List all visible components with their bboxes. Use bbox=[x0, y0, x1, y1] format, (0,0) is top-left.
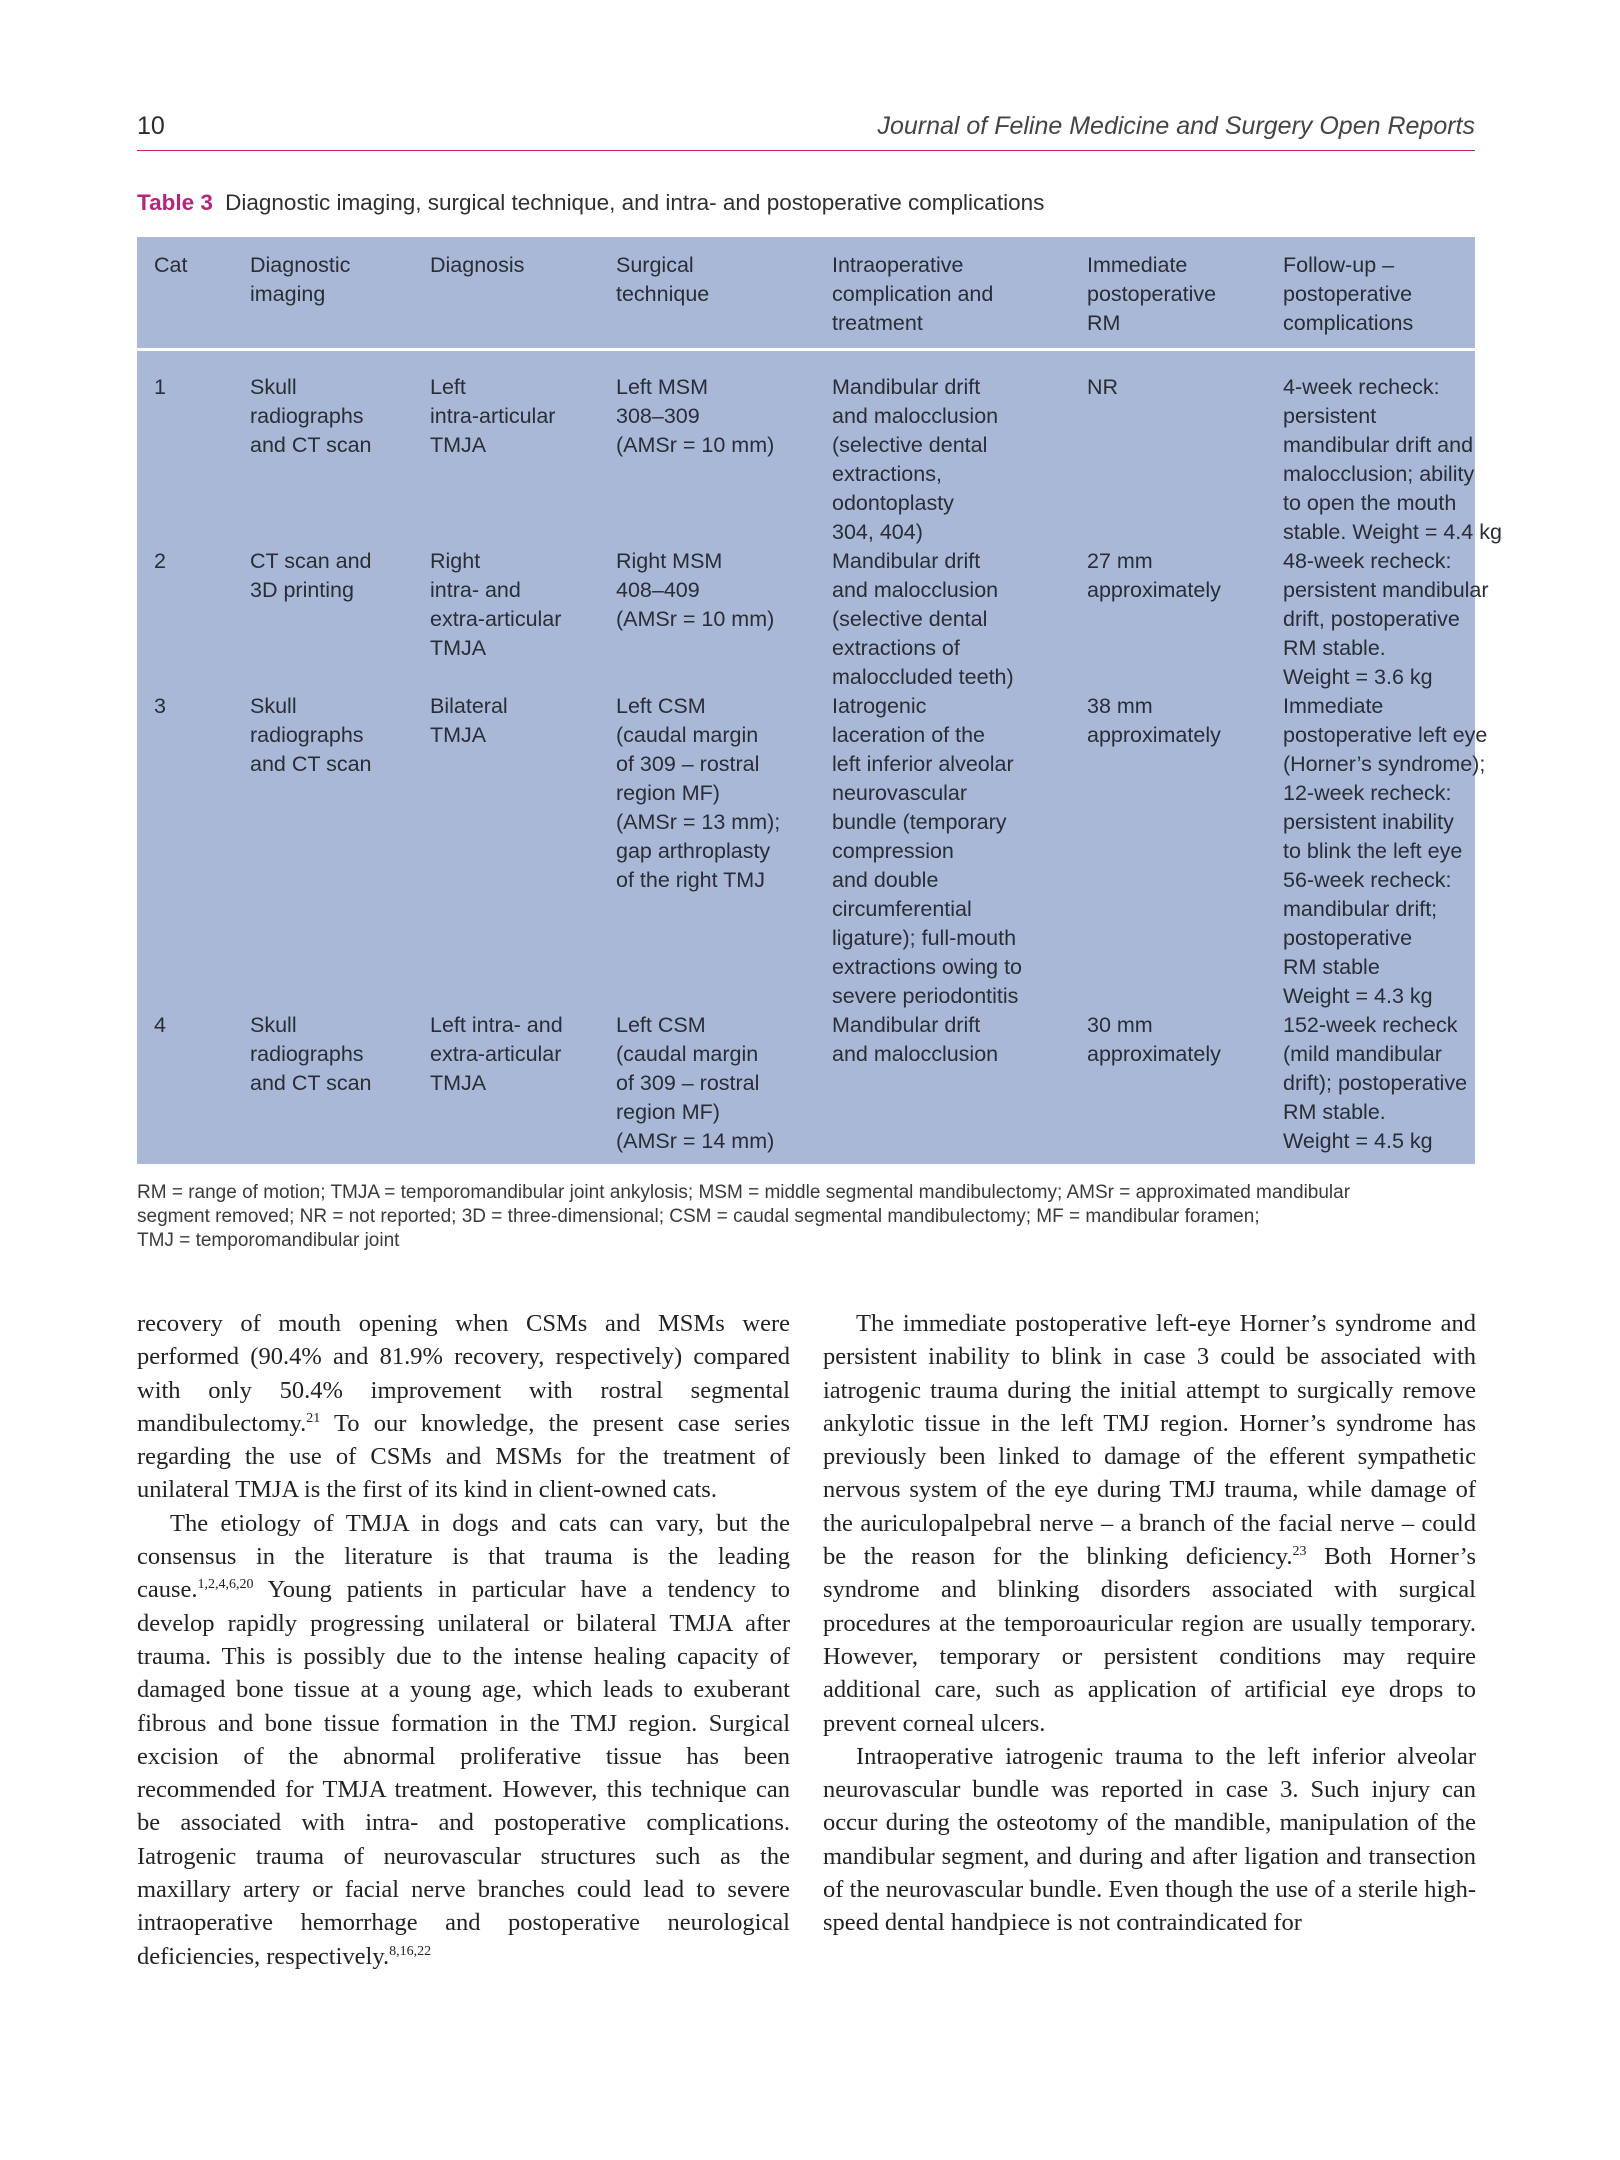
citation-ref: 1,2,4,6,20 bbox=[197, 1577, 254, 1593]
citation-ref: 23 bbox=[1292, 1543, 1307, 1559]
paragraph bbox=[137, 1307, 790, 1507]
table-row bbox=[137, 547, 1548, 692]
column-header-followup: Follow-up – postoperative complications bbox=[1283, 253, 1414, 335]
body-column-left bbox=[137, 1307, 790, 1973]
column-header-cat: Cat bbox=[154, 253, 188, 277]
citation-ref: 21 bbox=[306, 1410, 321, 1426]
cell-technique: Left CSM (caudal margin of 309 – rostral region MF) (AMSr = 13 mm); gap arthroplasty of the right TMJ bbox=[616, 694, 781, 892]
cell-intraop: Mandibular drift and malocclusion (selective dental extractions of maloccluded teeth) bbox=[832, 549, 1014, 689]
cell-intraop: Mandibular drift and malocclusion bbox=[832, 1013, 999, 1066]
cell-rm: NR bbox=[1087, 375, 1119, 399]
cell-cat: 1 bbox=[154, 375, 166, 399]
paragraph-text: The immediate postoperative left-eye Horner’s syndrome and persistent inability to blink in case 3 could be associated with iatrogenic trauma during the initial attempt to surgically remove ankylotic tissue in the left TMJ region. Horner’s syndrome has previously been linked to damage of the efferent sympathetic nervous system of the eye during TMJ trauma, while damage of the auriculopalpebral nerve – a branch of the facial nerve – could be the reason for the blinking deficiency. bbox=[823, 1310, 1476, 1571]
cell-followup: 152-week recheck (mild mandibular drift); postoperative RM stable. Weight = 4.5 kg bbox=[1283, 1013, 1468, 1153]
cell-followup: 48-week recheck: persistent mandibular drift, postoperative RM stable. Weight = 3.6 kg bbox=[1283, 549, 1489, 689]
cell-diagnosis: Left intra-articular TMJA bbox=[430, 375, 556, 457]
body-column-right bbox=[823, 1307, 1476, 1940]
cell-cat: 3 bbox=[154, 694, 166, 718]
paragraph-text: The etiology of TMJA in dogs and cats can vary, but the consensus in the literature is that trauma is the leading cause. bbox=[137, 1509, 790, 1604]
paragraph-text: Both Horner’s syndrome and blinking disorders associated with surgical procedures at the temporoauricular region are usually temporary. However, temporary or persistent conditions may require additional care, such as application of artificial eye drops to prevent corneal ulcers. bbox=[823, 1543, 1476, 1737]
paragraph-text: recovery of mouth opening when CSMs and MSMs were performed (90.4% and 81.9% recovery, respectively) compared with only 50.4% improvement with rostral segmental mandibulectomy. bbox=[137, 1310, 790, 1437]
running-header bbox=[137, 110, 1475, 151]
table-caption bbox=[137, 190, 1475, 216]
cell-diagnosis: Right intra- and extra-articular TMJA bbox=[430, 549, 562, 660]
cell-rm: 27 mm approximately bbox=[1087, 549, 1221, 602]
paragraph-text: Intraoperative iatrogenic trauma to the left inferior alveolar neurovascular bundle was reported in case 3. Such injury can occur during the osteotomy of the mandible, manipulation of the mandibular segment, and during and after ligation and transection of the neurovascular bundle. Even though the use of a sterile high-speed dental handpiece is not contraindicated for bbox=[823, 1742, 1476, 1937]
cell-cat: 2 bbox=[154, 549, 166, 573]
cell-intraop: Iatrogenic laceration of the left inferior alveolar neurovascular bundle (temporary compression and double circumferential ligature); full-mouth extractions owing to severe periodontitis bbox=[832, 694, 1023, 1008]
cell-technique: Left MSM 308–309 (AMSr = 10 mm) bbox=[616, 375, 775, 457]
cell-diagnosis: Left intra- and extra-articular TMJA bbox=[430, 1013, 563, 1095]
complications-table bbox=[137, 237, 1548, 1156]
table-caption-label: Table 3 bbox=[137, 190, 213, 215]
paragraph bbox=[823, 1307, 1476, 1740]
table-row bbox=[137, 350, 1548, 548]
cell-imaging: CT scan and 3D printing bbox=[250, 549, 372, 602]
table-header-row bbox=[137, 237, 1548, 350]
table-footnote: RM = range of motion; TMJA = temporomandibular joint ankylosis; MSM = middle segmental mandibulectomy; AMSr = approximated mandibular segment removed; NR = not reported; 3D = three-dimensional; CSM = caudal segmental mandibulectomy; MF = mandibular foramen; TMJ = temporomandibular joint bbox=[137, 1182, 1351, 1251]
table-row bbox=[137, 692, 1548, 1011]
cell-followup: 4-week recheck: persistent mandibular drift and malocclusion; ability to open the mouth stable. Weight = 4.4 kg bbox=[1283, 375, 1502, 544]
cell-diagnosis: Bilateral TMJA bbox=[430, 694, 508, 747]
cell-intraop: Mandibular drift and malocclusion (selective dental extractions, odontoplasty 304, 404) bbox=[832, 375, 999, 544]
cell-technique: Right MSM 408–409 (AMSr = 10 mm) bbox=[616, 549, 775, 631]
paragraph-text: To our knowledge, the present case series regarding the use of CSMs and MSMs for the treatment of unilateral TMJA is the first of its kind in client-owned cats. bbox=[137, 1409, 790, 1504]
page-number: 10 bbox=[137, 112, 165, 140]
table-3 bbox=[137, 237, 1502, 1164]
paragraph bbox=[137, 1507, 790, 1973]
cell-followup: Immediate postoperative left eye (Horner’s syndrome); 12-week recheck: persistent inability to blink the left eye 56-week recheck: mandibular drift; postoperative RM stable Weight = 4.3 kg bbox=[1283, 694, 1488, 1008]
cell-rm: 38 mm approximately bbox=[1087, 694, 1221, 747]
cell-rm: 30 mm approximately bbox=[1087, 1013, 1221, 1066]
cell-imaging: Skull radiographs and CT scan bbox=[250, 375, 372, 457]
column-header-intraop: Intraoperative complication and treatment bbox=[832, 253, 994, 335]
citation-ref: 8,16,22 bbox=[389, 1943, 432, 1959]
cell-imaging: Skull radiographs and CT scan bbox=[250, 694, 372, 776]
journal-title: Journal of Feline Medicine and Surgery Open Reports bbox=[877, 112, 1475, 140]
cell-technique: Left CSM (caudal margin of 309 – rostral region MF) (AMSr = 14 mm) bbox=[616, 1013, 775, 1153]
cell-cat: 4 bbox=[154, 1013, 166, 1037]
column-header-technique: Surgical technique bbox=[616, 253, 710, 306]
column-header-diagnosis: Diagnosis bbox=[430, 253, 525, 277]
column-header-rm: Immediate postoperative RM bbox=[1087, 253, 1217, 335]
table-row bbox=[137, 1011, 1548, 1156]
table-caption-text: Diagnostic imaging, surgical technique, and intra- and postoperative complications bbox=[225, 190, 1045, 215]
paragraph-text: Young patients in particular have a tendency to develop rapidly progressing unilateral or bilateral TMJA after trauma. This is possibly due to the intense healing capacity of damaged bone tissue at a young age, which leads to exuberant fibrous and bone tissue formation in the TMJ region. Surgical excision of the abnormal proliferative tissue has been recommended for TMJA treatment. However, this technique can be associated with intra- and postoperative complications. Iatrogenic trauma of neurovascular structures such as the maxillary artery or facial nerve branches could lead to severe intraoperative hemorrhage and postoperative neurological deficiencies, respectively. bbox=[137, 1576, 790, 1970]
paragraph bbox=[823, 1740, 1476, 1940]
cell-imaging: Skull radiographs and CT scan bbox=[250, 1013, 372, 1095]
column-header-imaging: Diagnostic imaging bbox=[250, 253, 351, 306]
